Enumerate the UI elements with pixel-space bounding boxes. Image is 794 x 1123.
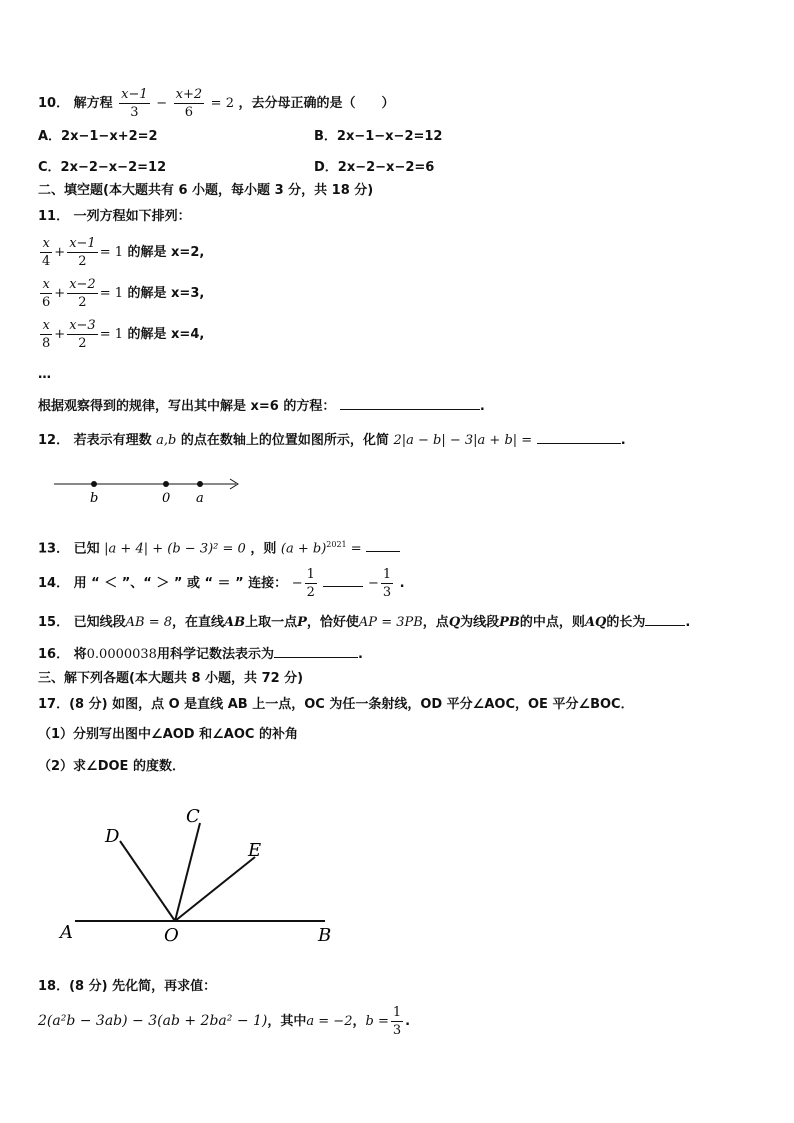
q11-row-3: $\frac{x}{8}$ + $\frac{x-3}{2}$ = 1 的解是 x=4, — [42, 318, 205, 351]
q10-option-a: A．2x−1−x+2=2 — [38, 129, 158, 144]
section-3-heading: 三、解下列各题(本大题共 8 小题，共 72 分) — [38, 671, 304, 686]
q12-expression: 2|a − b| − 3|a + b| = — [393, 433, 533, 448]
q16-line: 16． 将0.0000038用科学记数法表示为 . — [38, 644, 363, 664]
q11-ellipsis: … — [38, 367, 51, 382]
q10-option-b: B．2x−1−x−2=12 — [314, 129, 443, 144]
q13-line: 13． 已知 |a + 4| + (b − 3)² = 0 ，则 $(a + b)^{2021}$ = — [38, 536, 400, 558]
q18-expression-line: 2(a²b − 3ab) − 3(ab + 2ba² − 1)，其中a = −2，b = $\frac{1}{3}$ . — [38, 1005, 411, 1038]
q11-row-1: $\frac{x}{4}$ + $\frac{x-1}{2}$ = 1 的解是 x=2, — [42, 236, 205, 269]
q13-answer-blank[interactable] — [366, 538, 400, 552]
q17-part-1: （1）分别写出图中∠AOD 和∠AOC 的补角 — [38, 727, 298, 742]
q11-number: 11． — [38, 209, 70, 224]
q11-text: 一列方程如下排列： — [73, 209, 191, 224]
section-2-heading: 二、填空题(本大题共有 6 小题，每小题 3 分，共 18 分) — [38, 183, 374, 198]
q10-fraction-1: $\frac{x-1}{3}$ — [121, 87, 148, 120]
q10-option-c: C．2x−2−x−2=12 — [38, 160, 167, 175]
q14-line: 14． 用 “ ＜ ”、“ ＞ ” 或 “ ＝ ” 连接： − $\frac{1}{2}$ − $\frac{1}{3}$ . — [38, 567, 405, 600]
q12-answer-blank[interactable] — [537, 430, 621, 444]
q17-angle-diagram — [50, 800, 350, 950]
q10-line: 10． 解方程 $\frac{x-1}{3}$ − $\frac{x+2}{6}$ = 2 ，去分母正确的是（ ） — [38, 87, 395, 120]
q12-number-line — [50, 474, 250, 508]
q10-fraction-2: $\frac{x+2}{6}$ — [175, 87, 203, 120]
ray-oe — [175, 857, 255, 921]
q10-number: 10． — [38, 96, 70, 111]
q11-answer-blank[interactable] — [340, 396, 480, 410]
q11-row-2: $\frac{x}{6}$ + $\frac{x-2}{2}$ = 1 的解是 x=3, — [42, 277, 205, 310]
q10-suffix: ，去分母正确的是（ ） — [238, 96, 395, 111]
q11-question: 根据观察得到的规律，写出其中解是 x=6 的方程： . — [38, 396, 485, 416]
q14-answer-blank[interactable] — [323, 573, 363, 587]
ray-od — [120, 841, 175, 921]
axis-label-a: a — [196, 491, 204, 506]
axis-label-0: 0 — [162, 491, 171, 506]
label-a: A — [60, 922, 73, 943]
label-c: C — [186, 806, 200, 827]
q18-title: 18．(8 分) 先化简，再求值： — [38, 979, 217, 994]
ray-oc — [175, 823, 200, 921]
axis-label-b: b — [90, 491, 99, 506]
q17-title: 17．(8 分) 如图，点 O 是直线 AB 上一点，OC 为任一条射线，OD 平分∠AOC，OE 平分∠BOC． — [38, 697, 634, 712]
q15-line: 15． 已知线段AB = 8，在直线AB上取一点P，恰好使AP = 3PB，点Q为线段PB的中点，则AQ的长为 . — [38, 612, 690, 632]
label-o: O — [164, 925, 179, 946]
label-d: D — [105, 826, 120, 847]
q10-prefix: 解方程 — [73, 96, 113, 111]
q17-part-2: （2）求∠DOE 的度数． — [38, 759, 185, 774]
label-e: E — [248, 840, 262, 861]
q16-answer-blank[interactable] — [274, 644, 358, 658]
q15-answer-blank[interactable] — [645, 612, 685, 626]
q18-expression: 2(a²b − 3ab) − 3(ab + 2ba² − 1) — [38, 1013, 268, 1029]
q11-line — [38, 208, 191, 226]
label-b: B — [318, 925, 332, 946]
q12-line: 12． 若表示有理数 a,b 的点在数轴上的位置如图所示，化简 2|a − b| − 3|a + b| = . — [38, 430, 626, 450]
q10-option-d: D．2x−2−x−2=6 — [314, 160, 435, 175]
